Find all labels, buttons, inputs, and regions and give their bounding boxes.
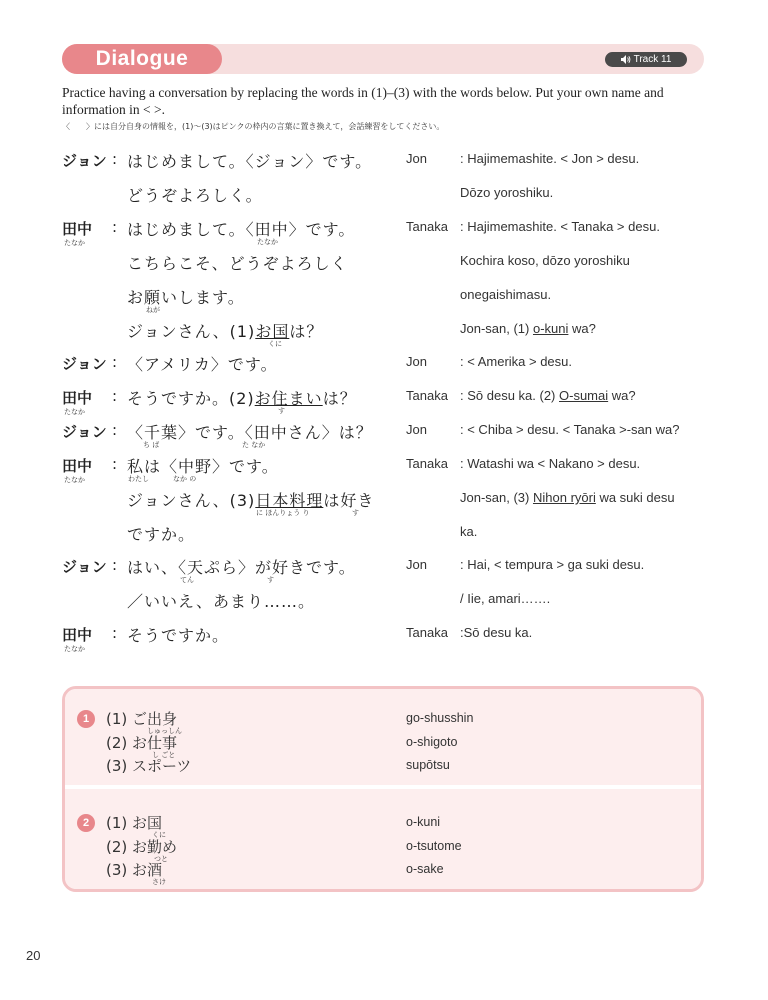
option-item: (1) ご出身 (106, 710, 178, 728)
ruby-text: つと (154, 855, 168, 863)
dialogue-romaji-line: : Hajimemashite. < Tanaka > desu. (460, 219, 660, 234)
colon: : (112, 150, 118, 168)
option-romaji: o-kuni (406, 815, 441, 829)
romaji-text: Jon-san, (1) (460, 321, 533, 336)
ruby-text: さけ (152, 878, 166, 886)
colon: : (112, 387, 118, 405)
speaker-jon: ジョン (62, 152, 107, 170)
speaker-ruby: たなか (64, 239, 85, 247)
dialogue-romaji-line: onegaishimasu. (460, 287, 552, 302)
dialogue-romaji-line (460, 490, 675, 505)
jp-text: は好き (323, 491, 375, 510)
dialogue-jp-line: はじめまして。〈田中〉です。 (127, 220, 356, 239)
romaji-text: : Sō desu ka. (2) (460, 388, 559, 403)
ruby-text: た なか (242, 441, 266, 449)
colon: : (112, 353, 118, 371)
substitution-romaji: o-kuni (532, 321, 569, 336)
dialogue-jp-line: はい、〈天ぷら〉が好きです。 (127, 558, 356, 577)
ruby-text: くに (268, 340, 282, 348)
dialogue-romaji-line: : Hai, < tempura > ga suki desu. (460, 557, 645, 572)
dialogue-jp-line: ／いいえ、あまり……。 (127, 592, 315, 611)
dialogue-romaji-line (460, 388, 636, 403)
dialogue-romaji-line: Kochira koso, dōzo yoroshiku (460, 253, 630, 268)
dialogue-romaji-line: / Iie, amari……. (460, 591, 551, 606)
speaker-tanaka: 田中 (62, 220, 93, 238)
option-romaji: go-shusshin (406, 711, 474, 725)
speaker-icon (621, 55, 631, 64)
dialogue-jp-line (127, 488, 374, 511)
dialogue-jp-line: こちらこそ、どうぞよろしく (127, 254, 348, 273)
jp-text: ジョンさん、(1) (127, 322, 256, 341)
colon: : (112, 218, 118, 236)
option-romaji: o-sake (406, 862, 444, 876)
romaji-speaker: Jon (406, 354, 427, 369)
dialogue-jp-line: 〈アメリカ〉です。 (127, 355, 278, 374)
ruby-text: す (278, 407, 285, 415)
speaker-ruby: たなか (64, 408, 85, 416)
romaji-text: wa suki desu (595, 490, 675, 505)
jp-text: そうですか。(2) (127, 389, 255, 408)
romaji-text: Jon-san, (3) (460, 490, 533, 505)
speaker-tanaka: 田中 (62, 389, 93, 407)
colon: : (112, 556, 118, 574)
speaker-jon: ジョン (62, 423, 107, 441)
dialogue-romaji-line: :Sō desu ka. (460, 625, 533, 640)
jp-text: は？ (289, 322, 324, 341)
ruby-text: しゅっしん (147, 727, 182, 735)
ruby-text: たなか (257, 238, 278, 246)
option-item: (2) お勤め (106, 838, 178, 856)
option-item: (3) お酒 (106, 861, 163, 879)
ruby-text: し ごと (152, 751, 176, 759)
ruby-text: に ほんりょう り (256, 509, 310, 517)
speaker-ruby: たなか (64, 645, 85, 653)
substitution-word: お住まい (254, 389, 323, 408)
romaji-speaker: Jon (406, 151, 427, 166)
dialogue-jp-line: はじめまして。〈ジョン〉です。 (127, 152, 373, 171)
colon: : (112, 624, 118, 642)
ruby-text: てん (180, 576, 194, 584)
romaji-speaker: Jon (406, 557, 427, 572)
ruby-text: ねが (146, 306, 160, 314)
jp-text: は？ (322, 389, 357, 408)
speaker-jon: ジョン (62, 558, 107, 576)
ruby-text: なか の (173, 475, 197, 483)
colon: : (112, 421, 118, 439)
dialogue-jp-line (127, 319, 323, 342)
section-title: Dialogue (62, 44, 222, 74)
ruby-text: くに (152, 831, 166, 839)
ruby-text: ち ば (143, 441, 160, 449)
ruby-text: す (267, 576, 274, 584)
dialogue-jp-line: そうですか。 (127, 626, 230, 645)
romaji-speaker: Tanaka (406, 388, 448, 403)
ruby-text: わたし (128, 475, 149, 483)
group-number-badge: 2 (77, 814, 95, 832)
romaji-speaker: Tanaka (406, 219, 448, 234)
romaji-speaker: Tanaka (406, 625, 448, 640)
dialogue-jp-line: お願いします。 (127, 288, 245, 307)
option-item: (1) お国 (106, 814, 163, 832)
dialogue-romaji-line: : < Chiba > desu. < Tanaka >-san wa? (460, 422, 680, 437)
romaji-speaker: Jon (406, 422, 427, 437)
dialogue-romaji-line: : < Amerika > desu. (460, 354, 573, 369)
group-number-badge: 1 (77, 710, 95, 728)
speaker-tanaka: 田中 (62, 626, 93, 644)
dialogue-jp-line: どうぞよろしく。 (127, 186, 263, 205)
romaji-text: wa? (568, 321, 596, 336)
instructions-english: Practice having a conversation by replacing the words in (1)–(3) with the words below. Put your own name and information in < >. (62, 85, 664, 117)
dialogue-romaji-line: ka. (460, 524, 478, 539)
substitution-romaji: Nihon ryōri (532, 490, 596, 505)
option-romaji: supōtsu (406, 758, 450, 772)
instructions-japanese: 〈 〉には自分自身の情報を，(1)～(3)はピンクの枠内の言葉に置き換えて，会話練習をしてください。 (62, 122, 445, 131)
option-romaji: o-tsutome (406, 839, 462, 853)
dialogue-romaji-line (460, 321, 596, 336)
substitution-romaji: O-sumai (559, 388, 609, 403)
romaji-speaker: Tanaka (406, 456, 448, 471)
colon: : (112, 455, 118, 473)
dialogue-romaji-line: : Watashi wa < Nakano > desu. (460, 456, 641, 471)
dialogue-jp-line: 〈千葉〉です。〈田中さん〉は？ (127, 423, 373, 442)
page-number: 20 (26, 948, 41, 963)
jp-text: ジョンさん、(3) (127, 491, 256, 510)
track-label: Track 11 (633, 54, 672, 65)
romaji-text: wa? (608, 388, 636, 403)
option-romaji: o-shigoto (406, 735, 458, 749)
option-item: (2) お仕事 (106, 734, 178, 752)
option-item: (3) スポーツ (106, 757, 192, 775)
speaker-ruby: たなか (64, 476, 85, 484)
dialogue-jp-line: 私は〈中野〉です。 (127, 457, 279, 476)
speaker-jon: ジョン (62, 355, 107, 373)
dialogue-jp-line: ですか。 (127, 525, 196, 544)
speaker-tanaka: 田中 (62, 457, 93, 475)
dialogue-romaji-line: : Hajimemashite. < Jon > desu. (460, 151, 640, 166)
substitution-word: 日本料理 (255, 491, 324, 510)
audio-track-button[interactable] (605, 52, 687, 67)
substitution-word: お国 (255, 322, 290, 341)
dialogue-jp-line (127, 386, 357, 409)
dialogue-romaji-line: Dōzo yoroshiku. (460, 185, 554, 200)
ruby-text: す (352, 509, 359, 517)
